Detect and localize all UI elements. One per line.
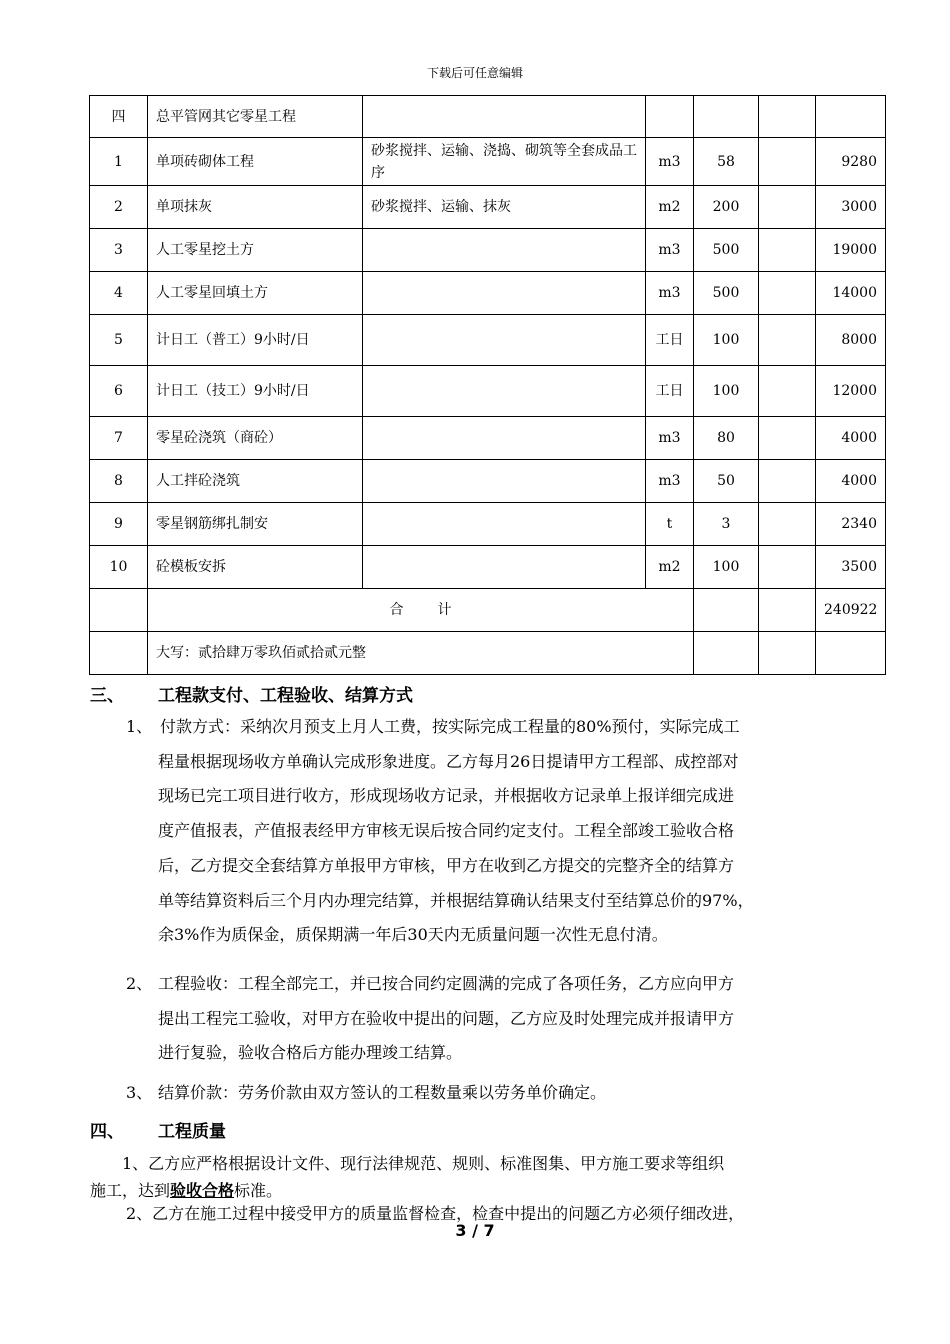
total-label bbox=[148, 589, 694, 632]
total-row bbox=[90, 589, 886, 632]
row-unit: m3 bbox=[646, 417, 694, 460]
row-quantity: 100 bbox=[694, 366, 759, 417]
emphasis-text: 验收合格 bbox=[170, 1181, 235, 1200]
table-row bbox=[90, 546, 886, 589]
cost-table bbox=[89, 95, 886, 675]
section-3-title: 工程款支付、工程验收、结算方式 bbox=[158, 686, 413, 706]
text-run: 标准。 bbox=[234, 1181, 283, 1200]
row-description bbox=[363, 229, 646, 272]
row-amount: 12000 bbox=[816, 366, 886, 417]
row-unit: m2 bbox=[646, 546, 694, 589]
row-unit-price bbox=[759, 417, 816, 460]
table-row bbox=[90, 366, 886, 417]
cell-empty bbox=[363, 96, 646, 138]
row-quantity: 80 bbox=[694, 417, 759, 460]
capital-amount-text: 大写：贰拾肆万零玖佰贰拾贰元整 bbox=[148, 632, 694, 675]
row-description bbox=[363, 417, 646, 460]
page-number: 3 / 7 bbox=[455, 1221, 495, 1240]
table-row bbox=[90, 315, 886, 366]
row-description bbox=[363, 460, 646, 503]
total-label-a: 合 bbox=[389, 602, 404, 618]
row-name: 计日工（普工）9小时/日 bbox=[148, 315, 363, 366]
item-index: 1、 bbox=[126, 717, 153, 736]
row-unit-price bbox=[759, 138, 816, 186]
row-unit-price bbox=[759, 272, 816, 315]
row-description bbox=[363, 272, 646, 315]
line: 单等结算资料后三个月内办理完结算，并根据结算确认结果支付至结算总价的97%， bbox=[158, 890, 754, 910]
line: 进行复验，验收合格后方能办理竣工结算。 bbox=[158, 1043, 463, 1063]
row-quantity: 58 bbox=[694, 138, 759, 186]
row-unit-price bbox=[759, 503, 816, 546]
row-quantity: 50 bbox=[694, 460, 759, 503]
cell-empty bbox=[694, 632, 759, 675]
row-unit: 工日 bbox=[646, 315, 694, 366]
line: 提出工程完工验收，对甲方在验收中提出的问题，乙方应及时处理完成并报请甲方 bbox=[158, 1008, 735, 1028]
row-unit-price bbox=[759, 366, 816, 417]
row-amount: 14000 bbox=[816, 272, 886, 315]
table-row bbox=[90, 229, 886, 272]
line: 度产值报表，产值报表经甲方审核无误后按合同约定支付。工程全部竣工验收合格 bbox=[158, 821, 735, 841]
section-3-item-1 bbox=[126, 710, 878, 953]
row-unit-price bbox=[759, 460, 816, 503]
line: 2、乙方在施工过程中接受甲方的质量监督检查，检查中提出的问题乙方必须仔细改进， bbox=[126, 1204, 745, 1223]
cell-empty bbox=[816, 96, 886, 138]
row-unit: m3 bbox=[646, 229, 694, 272]
line: 程量根据现场收方单确认完成形象进度。乙方每月26日提请甲方工程部、成控部对 bbox=[158, 751, 739, 771]
row-unit-price bbox=[759, 229, 816, 272]
row-unit: t bbox=[646, 503, 694, 546]
row-no: 5 bbox=[90, 315, 148, 366]
row-quantity: 500 bbox=[694, 229, 759, 272]
line: 现场已完工项目进行收方，形成现场收方记录，并根据收方记录单上报详细完成进 bbox=[158, 786, 735, 806]
row-amount: 3000 bbox=[816, 186, 886, 229]
row-quantity: 100 bbox=[694, 315, 759, 366]
line: 付款方式：采纳次月预支上月人工费，按实际完成工程量的80%预付，实际完成工 bbox=[160, 717, 740, 736]
total-amount: 240922 bbox=[816, 589, 886, 632]
row-amount: 4000 bbox=[816, 417, 886, 460]
item-index: 2、 bbox=[126, 974, 153, 993]
row-description: 砂浆搅拌、运输、浇捣、砌筑等全套成品工序 bbox=[363, 138, 646, 186]
capital-row bbox=[90, 632, 886, 675]
text-run: 施工，达到 bbox=[90, 1181, 171, 1200]
table-row bbox=[90, 186, 886, 229]
row-unit-price bbox=[759, 546, 816, 589]
row-no: 8 bbox=[90, 460, 148, 503]
total-label-b: 计 bbox=[437, 602, 452, 618]
row-no: 6 bbox=[90, 366, 148, 417]
row-name: 人工拌砼浇筑 bbox=[148, 460, 363, 503]
row-description bbox=[363, 503, 646, 546]
row-no: 1 bbox=[90, 138, 148, 186]
section-3-heading bbox=[90, 681, 413, 706]
row-amount: 2340 bbox=[816, 503, 886, 546]
row-quantity: 3 bbox=[694, 503, 759, 546]
row-quantity: 100 bbox=[694, 546, 759, 589]
cell-empty bbox=[816, 632, 886, 675]
row-unit: m3 bbox=[646, 138, 694, 186]
row-description bbox=[363, 546, 646, 589]
row-unit: m2 bbox=[646, 186, 694, 229]
row-name: 零星砼浇筑（商砼） bbox=[148, 417, 363, 460]
line: 工程验收：工程全部完工，并已按合同约定圆满的完成了各项任务，乙方应向甲方 bbox=[158, 974, 735, 993]
item-index: 3、 bbox=[126, 1083, 153, 1102]
row-unit-price bbox=[759, 315, 816, 366]
row-name: 人工零星回填土方 bbox=[148, 272, 363, 315]
row-description: 砂浆搅拌、运输、抹灰 bbox=[363, 186, 646, 229]
row-no: 10 bbox=[90, 546, 148, 589]
header-note: 下载后可任意编辑 bbox=[426, 66, 523, 80]
cell-empty bbox=[90, 632, 148, 675]
row-no: 9 bbox=[90, 503, 148, 546]
table-row bbox=[90, 272, 886, 315]
cell-empty bbox=[90, 589, 148, 632]
cell-empty bbox=[759, 632, 816, 675]
row-amount: 3500 bbox=[816, 546, 886, 589]
row-quantity: 500 bbox=[694, 272, 759, 315]
row-name: 计日工（技工）9小时/日 bbox=[148, 366, 363, 417]
cell-empty bbox=[694, 589, 759, 632]
row-name: 单项砖砌体工程 bbox=[148, 138, 363, 186]
line: 余3%作为质保金，质保期满一年后30天内无质量问题一次性无息付清。 bbox=[158, 925, 668, 945]
row-unit: 工日 bbox=[646, 366, 694, 417]
row-description bbox=[363, 366, 646, 417]
table-row bbox=[90, 503, 886, 546]
row-name: 砼模板安拆 bbox=[148, 546, 363, 589]
row-name: 零星钢筋绑扎制安 bbox=[148, 503, 363, 546]
row-unit: m3 bbox=[646, 272, 694, 315]
section-4-heading bbox=[90, 1117, 226, 1142]
row-unit-price bbox=[759, 186, 816, 229]
row-quantity: 200 bbox=[694, 186, 759, 229]
row-no: 2 bbox=[90, 186, 148, 229]
section-row bbox=[90, 96, 886, 138]
section-3-item-3 bbox=[126, 1076, 878, 1111]
section-3-item-2 bbox=[126, 967, 878, 1071]
section-row-name: 总平管网其它零星工程 bbox=[148, 96, 363, 138]
row-no: 4 bbox=[90, 272, 148, 315]
section-4-title: 工程质量 bbox=[158, 1122, 226, 1142]
cell-empty bbox=[694, 96, 759, 138]
line: 结算价款：劳务价款由双方签认的工程数量乘以劳务单价确定。 bbox=[158, 1083, 607, 1102]
line: 后，乙方提交全套结算方单报甲方审核，甲方在收到乙方提交的完整齐全的结算方 bbox=[158, 855, 735, 875]
row-no: 3 bbox=[90, 229, 148, 272]
section-3-number: 三、 bbox=[90, 686, 124, 706]
table-row bbox=[90, 417, 886, 460]
table-row bbox=[90, 460, 886, 503]
row-name: 人工零星挖土方 bbox=[148, 229, 363, 272]
row-amount: 19000 bbox=[816, 229, 886, 272]
row-amount: 4000 bbox=[816, 460, 886, 503]
table-row bbox=[90, 138, 886, 186]
cell-empty bbox=[759, 96, 816, 138]
section-row-no: 四 bbox=[90, 96, 148, 138]
cost-table-body bbox=[90, 96, 886, 675]
section-4-paragraph-1 bbox=[90, 1150, 890, 1204]
row-description bbox=[363, 315, 646, 366]
row-no: 7 bbox=[90, 417, 148, 460]
line: 1、乙方应严格根据设计文件、现行法律规范、规则、标准图集、甲方施工要求等组织 bbox=[122, 1154, 725, 1173]
cell-empty bbox=[759, 589, 816, 632]
row-amount: 9280 bbox=[816, 138, 886, 186]
section-4-number: 四、 bbox=[90, 1122, 124, 1142]
row-name: 单项抹灰 bbox=[148, 186, 363, 229]
cell-empty bbox=[646, 96, 694, 138]
row-unit: m3 bbox=[646, 460, 694, 503]
row-amount: 8000 bbox=[816, 315, 886, 366]
